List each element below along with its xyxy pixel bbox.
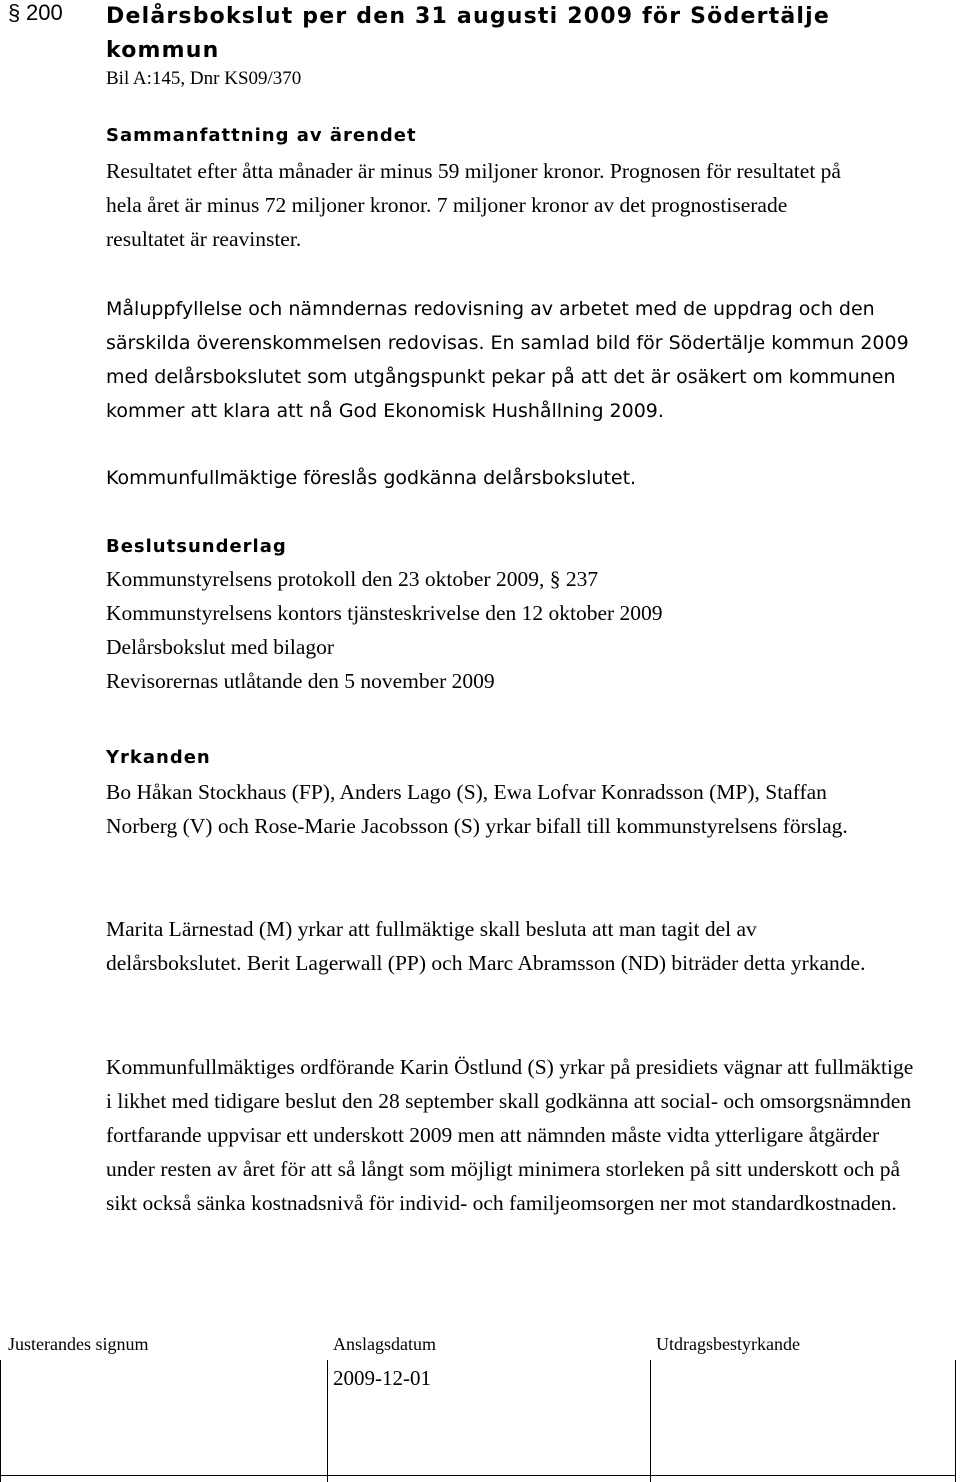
signature-label: Justerandes signum (8, 1334, 149, 1354)
footer-divider (955, 1360, 956, 1482)
summary-paragraph-3: Kommunfullmäktige föreslås godkänna delårsbokslutet. (106, 467, 637, 489)
document-title: Delårsbokslut per den 31 augusti 2009 för Södertälje kommun (106, 4, 830, 63)
footer-divider (327, 1360, 328, 1482)
extract-label: Utdragsbestyrkande (656, 1334, 800, 1354)
motions-paragraph-3: Kommunfullmäktiges ordförande Karin Östlund (S) yrkar på presidiets vägnar att fullmäktige i likhet med tidigare beslut den 28 september skall godkänna att social- och omsorgsnämnden fortfarande uppvisar ett underskott 2009 men att nämnden måste vidta ytterligare åtgärder under resten av året för att så långt som möjligt minimera storleken på sitt underskott och på sikt också sänka kostnadsnivå för individ- och familjeomsorgen ner mot standardkostnaden. (106, 1055, 914, 1215)
motions-paragraph-2: Marita Lärnestad (M) yrkar att fullmäktige skall besluta att man tagit del av delårsbokslutet. Berit Lagerwall (PP) och Marc Abramsson (ND) biträder detta yrkande. (106, 917, 866, 975)
section-number: 200 (26, 0, 63, 25)
summary-paragraph-2: Måluppfyllelse och nämndernas redovisning av arbetet med de uppdrag och den särskilda överenskommelsen redovisas. En samlad bild för Södertälje kommun 2009 med delårsbokslutet som utgångspunkt pekar på att det är osäkert om kommunen kommer att klara att nå God Ekonomisk Hushållning 2009. (106, 298, 909, 422)
posting-date-label: Anslagsdatum (333, 1334, 436, 1354)
motions-heading: Yrkanden (106, 747, 211, 768)
list-item: Delårsbokslut med bilagor (106, 635, 335, 659)
list-item: Revisorernas utlåtande den 5 november 2009 (106, 669, 495, 693)
basis-heading: Beslutsunderlag (106, 536, 287, 557)
footer-divider (650, 1360, 651, 1482)
summary-paragraph-1: Resultatet efter åtta månader är minus 59 miljoner kronor. Prognosen för resultatet på hela året är minus 72 miljoner kronor. 7 miljoner kronor av det prognostiserade resultatet är reavinster. (106, 159, 841, 251)
section-symbol: § (8, 0, 21, 25)
basis-list (106, 562, 926, 698)
footer-baseline (0, 1475, 956, 1476)
summary-heading: Sammanfattning av ärendet (106, 125, 417, 146)
motions-paragraph-1: Bo Håkan Stockhaus (FP), Anders Lago (S), Ewa Lofvar Konradsson (MP), Staffan Norberg (V) och Rose-Marie Jacobsson (S) yrkar bifall till kommunstyrelsens förslag. (106, 780, 848, 838)
posting-date: 2009-12-01 (333, 1366, 431, 1390)
list-item: Kommunstyrelsens protokoll den 23 oktober 2009, § 237 (106, 567, 599, 591)
footer-divider (0, 1360, 1, 1482)
reference-number: Bil A:145, Dnr KS09/370 (106, 68, 302, 89)
list-item: Kommunstyrelsens kontors tjänsteskrivelse den 12 oktober 2009 (106, 601, 663, 625)
